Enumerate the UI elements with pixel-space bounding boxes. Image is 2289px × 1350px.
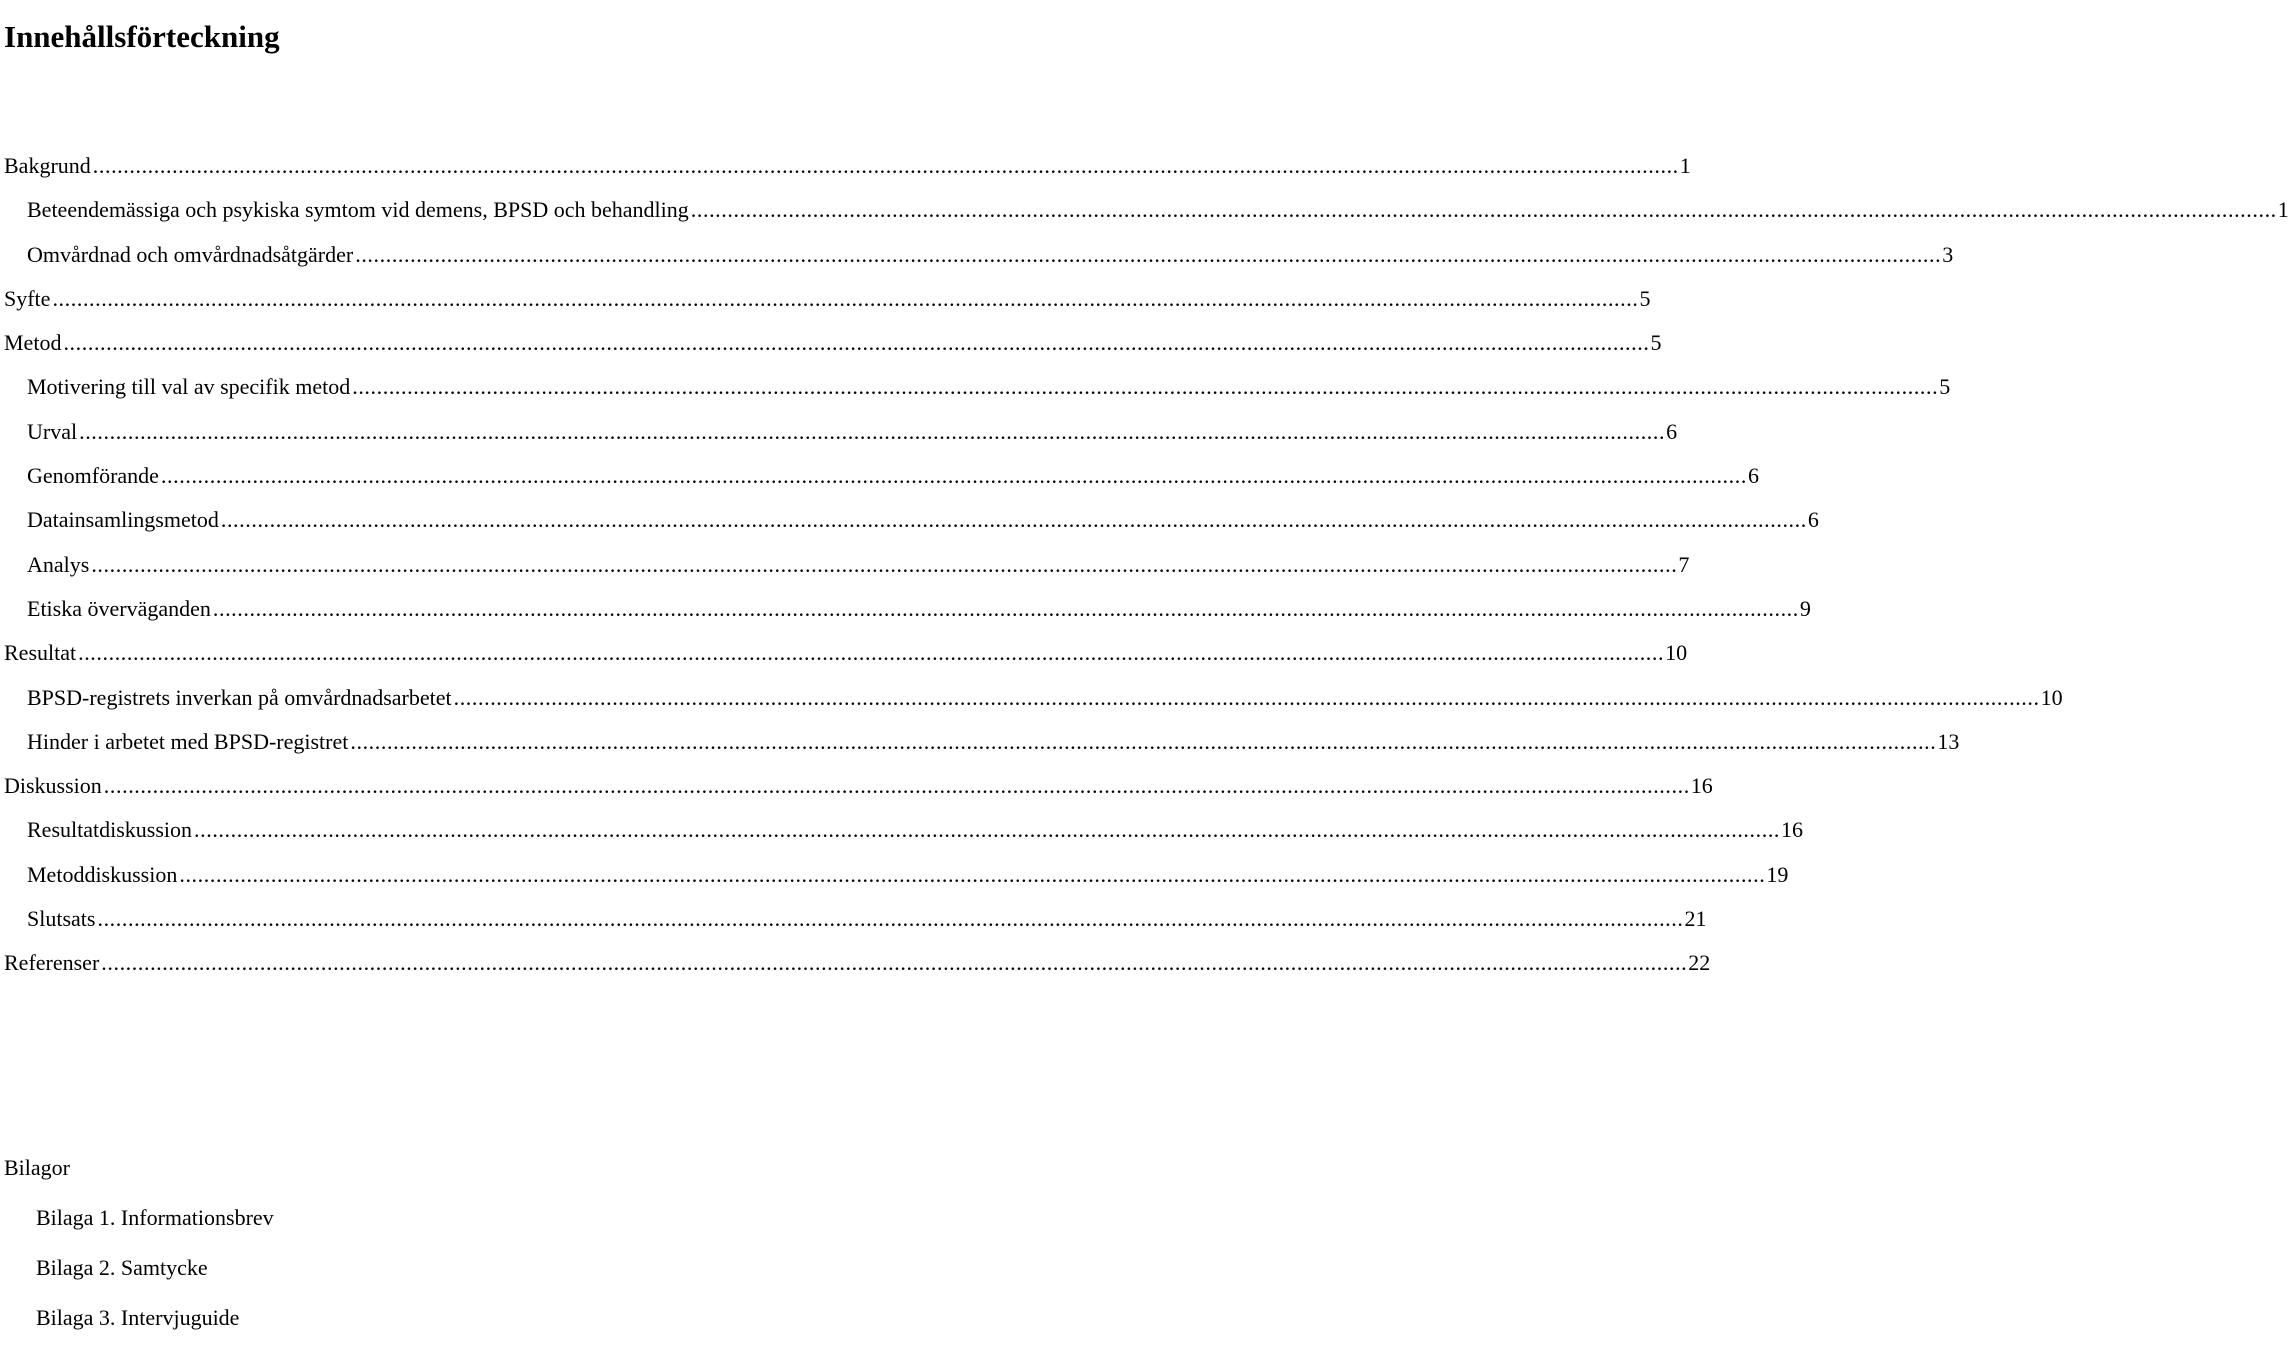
toc-dot-leader: .................................................................................................................................................................................................................................................................... xyxy=(79,418,1666,444)
toc-entry[interactable] xyxy=(4,945,1711,989)
toc-entry[interactable] xyxy=(4,591,1811,635)
toc-page-number: 10 xyxy=(1665,640,1688,666)
toc-page-number: 1 xyxy=(1679,153,1691,178)
appendix-item[interactable]: Bilaga 2. Samtycke xyxy=(36,1255,208,1280)
toc-page-number: 16 xyxy=(1781,817,1804,843)
toc-entry[interactable] xyxy=(4,635,1688,679)
toc-dot-leader: .................................................................................................................................................................................................................................................................... xyxy=(78,640,1665,666)
toc-entry-label: Motivering till val av specifik metod xyxy=(27,374,351,400)
toc-dot-leader: .................................................................................................................................................................................................................................................................... xyxy=(63,330,1650,356)
toc-entry-label: Slutsats xyxy=(27,906,96,932)
toc-entry-label: Omvårdnad och omvårdnadsåtgärder xyxy=(27,241,354,267)
toc-entry-label: Beteendemässiga och psykiska symtom vid demens, BPSD och behandling xyxy=(27,197,689,223)
toc-entry[interactable] xyxy=(4,724,1960,768)
toc-entry[interactable] xyxy=(4,458,1759,502)
toc-page-number: 3 xyxy=(1942,241,1954,267)
toc-entry-label: Genomförande xyxy=(27,463,159,489)
toc-entry[interactable] xyxy=(4,812,1804,856)
appendix-heading: Bilagor xyxy=(4,1155,70,1180)
toc-entry-label: Analys xyxy=(27,551,90,577)
toc-page-number: 6 xyxy=(1807,507,1819,533)
toc-dot-leader: .................................................................................................................................................................................................................................................................... xyxy=(220,507,1807,533)
toc-page-number: 19 xyxy=(1766,861,1789,887)
toc-entry[interactable] xyxy=(4,768,1713,812)
toc-entry-label: BPSD-registrets inverkan på omvårdnadsarbetet xyxy=(27,684,452,710)
toc-entry-label: Referenser xyxy=(4,950,100,976)
toc-dot-leader: .................................................................................................................................................................................................................................................................... xyxy=(101,950,1688,976)
page-title: Innehållsförteckning xyxy=(4,18,280,54)
toc-dot-leader: .................................................................................................................................................................................................................................................................... xyxy=(212,595,1799,621)
toc-dot-leader: .................................................................................................................................................................................................................................................................... xyxy=(355,241,1942,267)
toc-dot-leader: .................................................................................................................................................................................................................................................................... xyxy=(350,728,1937,754)
toc-entry-label: Resultat xyxy=(4,640,77,666)
toc-entry[interactable] xyxy=(4,148,1691,192)
toc-page-number: 5 xyxy=(1650,330,1662,356)
toc-entry[interactable] xyxy=(4,502,1819,546)
toc-dot-leader: .................................................................................................................................................................................................................................................................... xyxy=(97,906,1684,932)
table-of-contents xyxy=(4,148,2289,990)
toc-page-number: 5 xyxy=(1939,374,1951,400)
toc-dot-leader: .................................................................................................................................................................................................................................................................... xyxy=(194,817,1781,843)
toc-entry[interactable] xyxy=(4,369,1951,413)
toc-dot-leader: .................................................................................................................................................................................................................................................................... xyxy=(52,285,1639,311)
toc-entry-label: Etiska överväganden xyxy=(27,595,211,621)
toc-page-number: 13 xyxy=(1937,728,1960,754)
toc-page-number: 22 xyxy=(1688,950,1711,976)
toc-dot-leader: .................................................................................................................................................................................................................................................................... xyxy=(103,773,1690,799)
toc-entry-label: Urval xyxy=(27,418,78,444)
toc-entry[interactable] xyxy=(4,192,2289,236)
toc-entry[interactable] xyxy=(4,547,1690,591)
toc-page-number: 21 xyxy=(1684,906,1707,932)
appendix-item[interactable]: Bilaga 3. Intervjuguide xyxy=(36,1305,240,1330)
toc-entry[interactable] xyxy=(4,281,1651,325)
toc-entry[interactable] xyxy=(4,901,1707,945)
toc-page-number: 10 xyxy=(2040,684,2063,710)
toc-page-number: 9 xyxy=(1799,595,1811,621)
toc-entry-label: Metod xyxy=(4,330,62,356)
toc-dot-leader: .................................................................................................................................................................................................................................................................... xyxy=(92,153,1679,178)
appendix-list xyxy=(36,1200,274,1350)
toc-page-number: 1 xyxy=(2277,197,2289,223)
toc-entry-label: Syfte xyxy=(4,285,51,311)
toc-page-number: 7 xyxy=(1678,551,1690,577)
toc-dot-leader: .................................................................................................................................................................................................................................................................... xyxy=(160,463,1747,489)
toc-entry-label: Bakgrund xyxy=(4,153,91,178)
toc-page-number: 5 xyxy=(1639,285,1651,311)
toc-entry-label: Metoddiskussion xyxy=(27,861,178,887)
toc-dot-leader: .................................................................................................................................................................................................................................................................... xyxy=(91,551,1678,577)
toc-entry-label: Hinder i arbetet med BPSD-registret xyxy=(27,728,349,754)
toc-entry[interactable] xyxy=(4,857,1789,901)
toc-entry-label: Diskussion xyxy=(4,773,102,799)
toc-entry-label: Datainsamlingsmetod xyxy=(27,507,219,533)
toc-dot-leader: .................................................................................................................................................................................................................................................................... xyxy=(690,197,2277,223)
toc-entry[interactable] xyxy=(4,414,1678,458)
toc-page-number: 16 xyxy=(1690,773,1713,799)
toc-entry[interactable] xyxy=(4,325,1662,369)
toc-entry-label: Resultatdiskussion xyxy=(27,817,193,843)
toc-entry[interactable] xyxy=(4,680,2063,724)
toc-page-number: 6 xyxy=(1666,418,1678,444)
toc-dot-leader: .................................................................................................................................................................................................................................................................... xyxy=(453,684,2040,710)
toc-page-number: 6 xyxy=(1747,463,1759,489)
toc-dot-leader: .................................................................................................................................................................................................................................................................... xyxy=(179,861,1766,887)
toc-dot-leader: .................................................................................................................................................................................................................................................................... xyxy=(352,374,1939,400)
toc-entry[interactable] xyxy=(4,237,1954,281)
appendix-item[interactable]: Bilaga 1. Informationsbrev xyxy=(36,1205,274,1230)
